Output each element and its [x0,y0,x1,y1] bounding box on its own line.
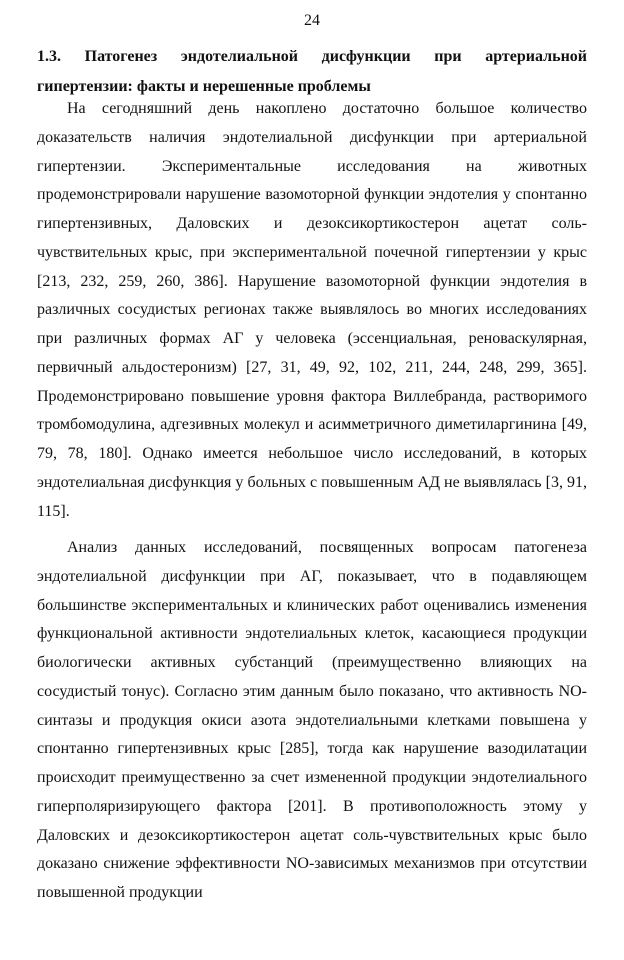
paragraph-2: Анализ данных исследований, посвященных вопросам патогенеза эндотелиальной дисфункции при АГ, показывает, что в подавляющем большинстве экспериментальных и клинических работ оценивались изменения функциональной активности эндотелиальных клеток, касающиеся продукции биологически активных субстанций (преимущественно влияющих на сосудистый тонус). Согласно этим данным было показано, что активность NO-синтазы и продукция окиси азота эндотелиальными клетками повышена у спонтанно гипертензивных крыс [285], тогда как нарушение вазодилатации происходит преимущественно за счет измененной продукции эндотелиального гиперполяризирующего фактора [201]. В противоположность этому у Даловских и дезоксикортикостерон ацетат соль-чувствительных крыс было доказано снижение эффективности NO-зависимых механизмов при отсутствии повышенной продукции [37,539,587,901]
page-number: 24 [304,12,320,29]
section-heading: 1.3. Патогенез эндотелиальной дисфункции при артериальной гипертензии: факты и нерешенные проблемы [37,48,587,95]
paragraph-1: На сегодняшний день накоплено достаточно большое количество доказательств наличия эндотелиальной дисфункции при артериальной гипертензии. Экспериментальные исследования на животных продемонстрировали нарушение вазомоторной функции эндотелия у спонтанно гипертензивных, Даловских и дезоксикортикостерон ацетат соль-чувствительных крыс, при экспериментальной почечной гипертензии у крыс [213, 232, 259, 260, 386]. Нарушение вазомоторной функции эндотелия в различных сосудистых регионах также выявлялось во многих исследованиях при различных формах АГ у человека (эссенциальная, реноваскулярная, первичный альдостеронизм) [27, 31, 49, 92, 102, 211, 244, 248, 299, 365]. Продемонстрировано повышение уровня фактора Виллебранда, растворимого тромбомодулина, адгезивных молекул и асимметричного диметиларгинина [49, 79, 78, 180]. Однако имеется небольшое число исследований, в которых эндотелиальная дисфункция у больных с повышенным АД не выявлялась [3, 91, 115]. [37,100,587,520]
